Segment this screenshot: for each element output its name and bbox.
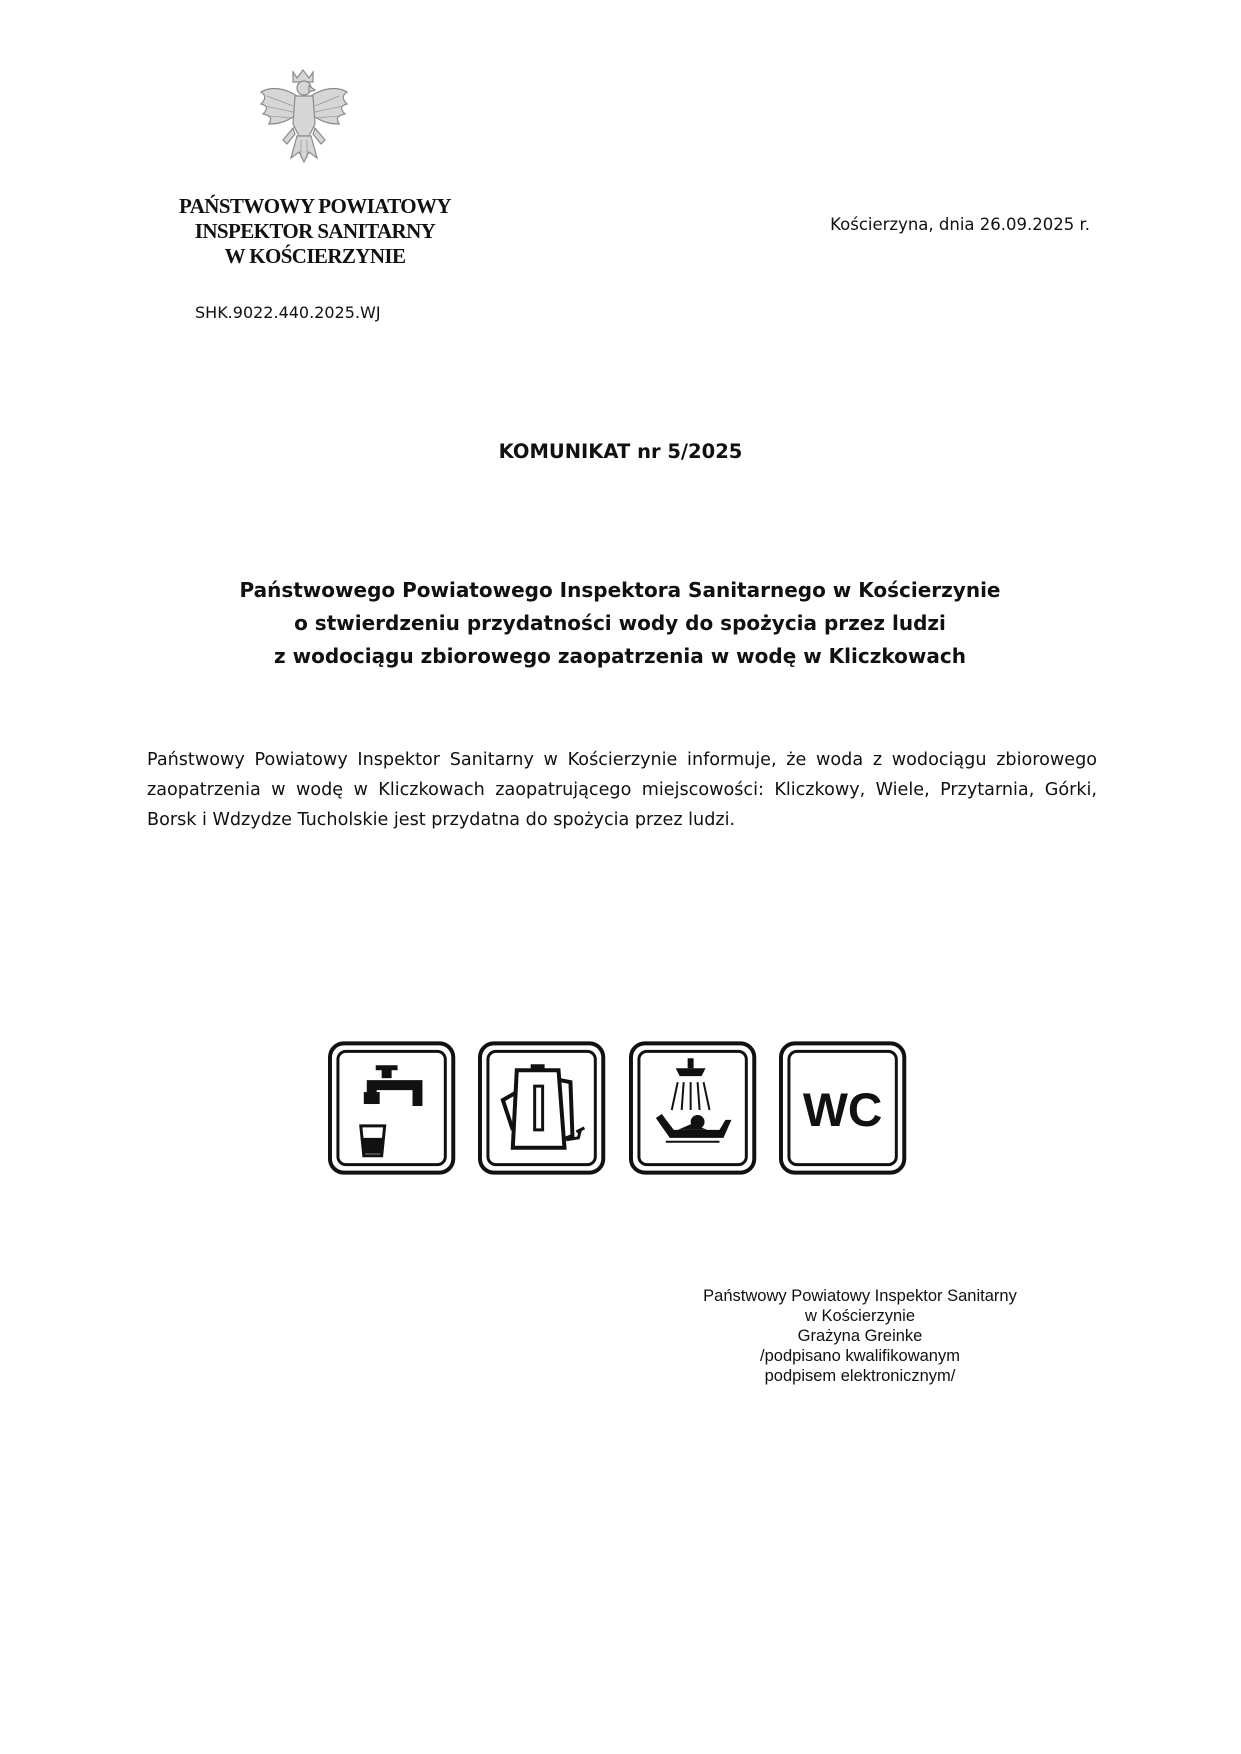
institution-line: W KOŚCIERZYNIE	[224, 244, 406, 268]
pictogram-row	[327, 1040, 907, 1178]
signature-line: podpisem elektronicznym/	[764, 1367, 956, 1385]
polish-eagle-emblem-icon	[257, 66, 349, 170]
reference-number: SHK.9022.440.2025.WJ	[195, 303, 381, 322]
signature-line: Państwowy Powiatowy Inspektor Sanitarny	[703, 1287, 1017, 1305]
place-date: Kościerzyna, dnia 26.09.2025 r.	[830, 215, 1090, 234]
subtitle-line: z wodociągu zbiorowego zaopatrzenia w wodę w Kliczkowach	[274, 644, 966, 668]
body-paragraph: Państwowy Powiatowy Inspektor Sanitarny w Kościerzynie informuje, że woda z wodociągu zbiorowego zaopatrzenia w wodę w Kliczkowach zaopatrującego miejscowości: Kliczkowy, Wiele, Przytarnia, Górki, Borsk i Wdzydze Tucholskie jest przydatna do spożycia przez ludzi.	[147, 750, 1097, 830]
institution-name	[150, 194, 480, 269]
shower-bath-icon	[628, 1040, 757, 1176]
institution-line: PAŃSTWOWY POWIATOWY	[179, 194, 451, 218]
institution-line: INSPEKTOR SANITARNY	[194, 219, 436, 243]
electric-kettle-icon	[477, 1040, 606, 1176]
subtitle-line: Państwowego Powiatowego Inspektora Sanitarnego w Kościerzynie	[239, 578, 1001, 602]
document-title: KOMUNIKAT nr 5/2025	[498, 440, 743, 463]
drinking-water-tap-icon	[327, 1040, 456, 1176]
signature-line: /podpisano kwalifikowanym	[760, 1347, 960, 1365]
document-subtitle	[120, 574, 1120, 673]
subtitle-line: o stwierdzeniu przydatności wody do spożycia przez ludzi	[294, 611, 946, 635]
wc-label: WC	[802, 1083, 883, 1137]
signature-block	[640, 1286, 1080, 1386]
signature-line: Grażyna Greinke	[797, 1327, 923, 1345]
signature-line: w Kościerzynie	[804, 1307, 916, 1325]
wc-icon	[778, 1040, 907, 1176]
